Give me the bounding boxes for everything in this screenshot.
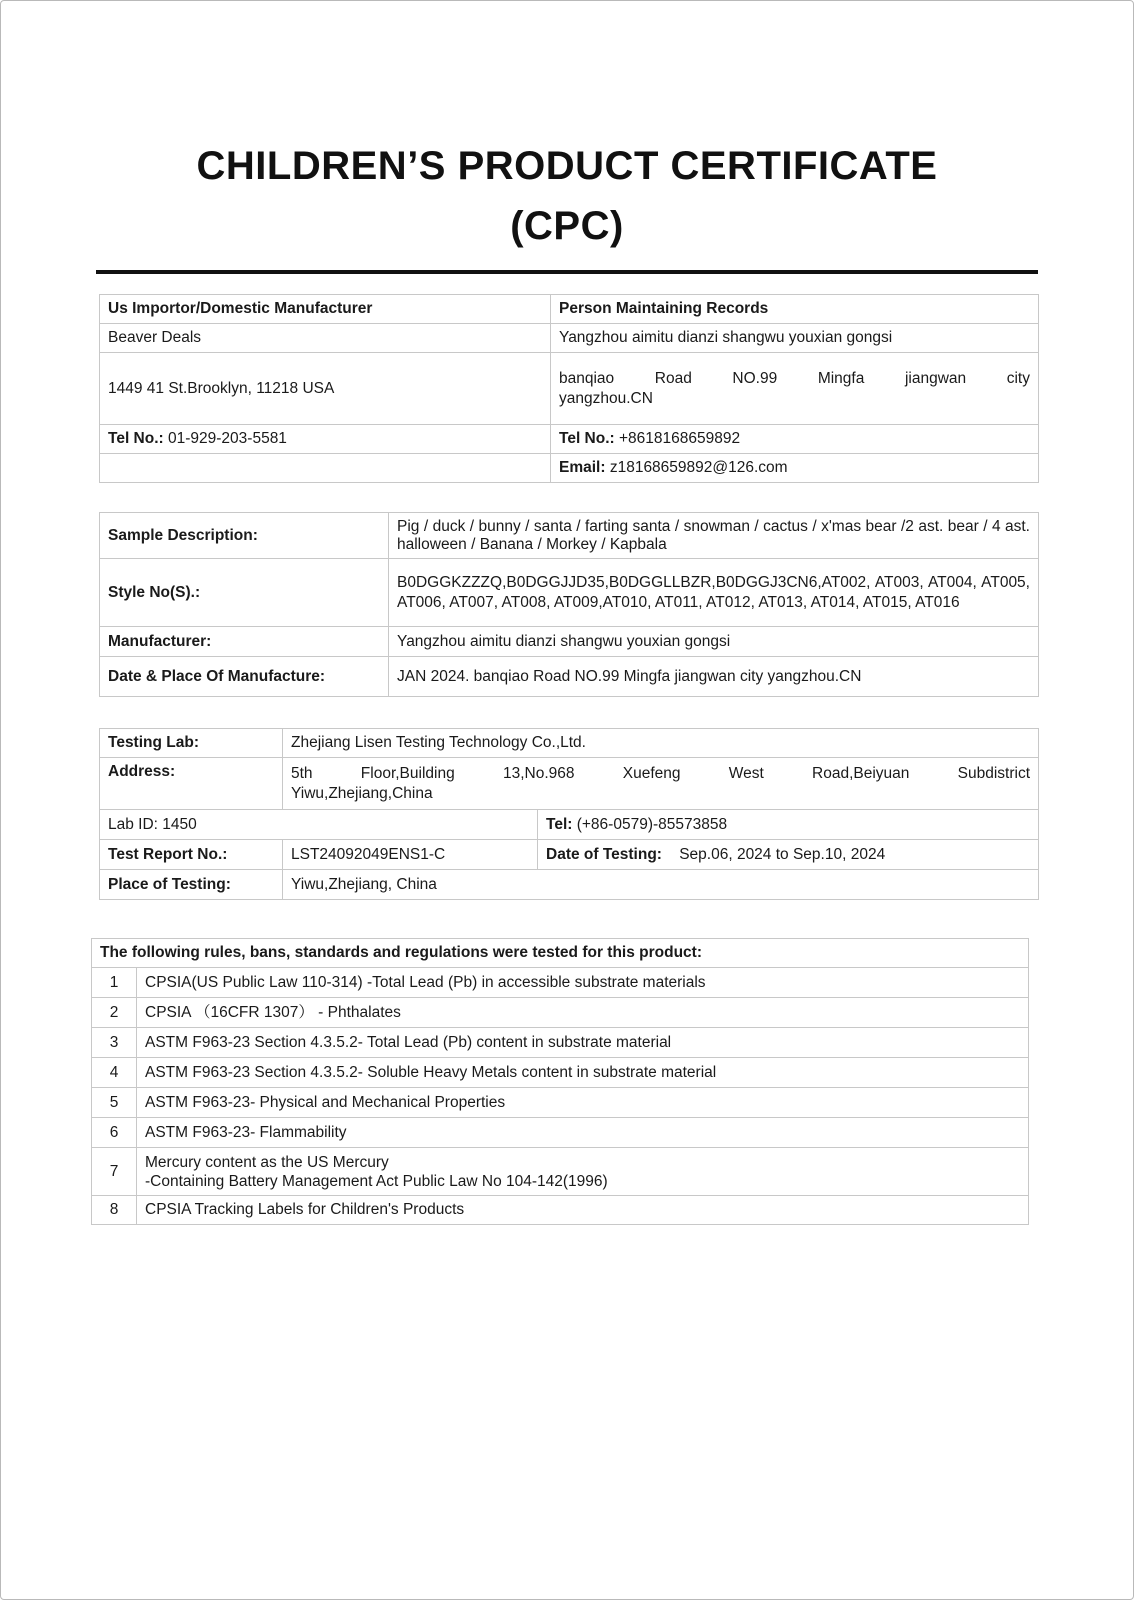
sample-table xyxy=(99,512,1039,697)
rule-text: CPSIA(US Public Law 110-314) -Total Lead (Pb) in accessible substrate materials xyxy=(137,968,1029,998)
rule-text: CPSIA Tracking Labels for Children's Products xyxy=(137,1196,1029,1225)
lab-id: Lab ID: 1450 xyxy=(100,810,538,840)
lab-address-line-1: 5th Floor,Building 13,No.968 Xuefeng West Road,Beiyuan Subdistrict xyxy=(291,764,1030,782)
page-title xyxy=(96,136,1038,256)
rule-text-line-2: -Containing Battery Management Act Public Law No 104-142(1996) xyxy=(145,1172,608,1190)
rule-text: ASTM F963-23- Flammability xyxy=(137,1118,1029,1148)
rule-row xyxy=(92,1118,1029,1148)
importer-tel xyxy=(100,425,551,454)
title-line-1: CHILDREN’S PRODUCT CERTIFICATE xyxy=(196,144,938,188)
records-address-line-1: banqiao Road NO.99 Mingfa jiangwan city xyxy=(559,369,1030,387)
rule-number: 3 xyxy=(92,1028,137,1058)
testing-lab-table xyxy=(99,728,1039,900)
rule-number: 8 xyxy=(92,1196,137,1225)
testing-date-label: Date of Testing: xyxy=(546,845,662,863)
records-address-line-2: yangzhou.CN xyxy=(559,389,653,407)
style-value: B0DGGKZZZQ,B0DGGJJD35,B0DGGLLBZR,B0DGGJ3CN6,AT002, AT003, AT004, AT005, AT006, AT007, AT008, AT009,AT010, AT011, AT012, AT013, AT014, AT015, AT016 xyxy=(389,559,1039,627)
importer-heading: Us Importor/Domestic Manufacturer xyxy=(100,295,551,324)
rule-row xyxy=(92,1148,1029,1196)
rule-text: ASTM F963-23 Section 4.3.5.2- Soluble Heavy Metals content in substrate material xyxy=(137,1058,1029,1088)
rule-text xyxy=(137,1148,1029,1196)
rule-text: ASTM F963-23- Physical and Mechanical Properties xyxy=(137,1088,1029,1118)
records-tel-label: Tel No.: xyxy=(559,430,615,447)
manufacture-date-value: JAN 2024. banqiao Road NO.99 Mingfa jiangwan city yangzhou.CN xyxy=(389,657,1039,697)
rule-number: 1 xyxy=(92,968,137,998)
rule-number: 2 xyxy=(92,998,137,1028)
testing-date xyxy=(538,840,1039,870)
records-heading: Person Maintaining Records xyxy=(551,295,1039,324)
manufacturer-label: Manufacturer: xyxy=(100,627,389,657)
manufacture-date-label: Date & Place Of Manufacture: xyxy=(100,657,389,697)
importer-records-table xyxy=(99,294,1039,483)
rule-row xyxy=(92,998,1029,1028)
rule-row xyxy=(92,1028,1029,1058)
rule-number: 6 xyxy=(92,1118,137,1148)
lab-address-line-2: Yiwu,Zhejiang,China xyxy=(291,784,433,802)
rules-heading: The following rules, bans, standards and regulations were tested for this product: xyxy=(92,939,1029,968)
importer-tel-label: Tel No.: xyxy=(108,430,164,447)
lab-tel-value: (+86-0579)-85573858 xyxy=(576,815,728,833)
records-tel-value: +8618168659892 xyxy=(619,430,741,447)
rule-row xyxy=(92,968,1029,998)
testing-place-label: Place of Testing: xyxy=(100,870,283,900)
report-no-value: LST24092049ENS1-C xyxy=(283,840,538,870)
records-email xyxy=(551,454,1039,483)
report-no-label: Test Report No.: xyxy=(100,840,283,870)
rule-row xyxy=(92,1196,1029,1225)
records-email-label: Email: xyxy=(559,459,606,476)
rule-text: CPSIA （16CFR 1307） - Phthalates xyxy=(137,998,1029,1028)
importer-address: 1449 41 St.Brooklyn, 11218 USA xyxy=(100,353,551,425)
records-name: Yangzhou aimitu dianzi shangwu youxian gongsi xyxy=(551,324,1039,353)
lab-address-label: Address: xyxy=(100,758,283,810)
testing-lab-value: Zhejiang Lisen Testing Technology Co.,Ltd. xyxy=(283,729,1039,758)
testing-date-value: Sep.06, 2024 to Sep.10, 2024 xyxy=(679,845,886,863)
testing-lab-label: Testing Lab: xyxy=(100,729,283,758)
lab-tel-label: Tel: xyxy=(546,815,573,833)
rule-row xyxy=(92,1058,1029,1088)
records-email-value: z18168659892@126.com xyxy=(609,459,788,476)
title-line-2: (CPC) xyxy=(510,204,624,248)
rule-number: 5 xyxy=(92,1088,137,1118)
records-address xyxy=(551,353,1039,425)
rule-number: 7 xyxy=(92,1148,137,1196)
manufacturer-value: Yangzhou aimitu dianzi shangwu youxian gongsi xyxy=(389,627,1039,657)
importer-name: Beaver Deals xyxy=(100,324,551,353)
sample-desc-label: Sample Description: xyxy=(100,513,389,559)
lab-tel xyxy=(538,810,1039,840)
importer-empty-cell xyxy=(100,454,551,483)
rules-table xyxy=(91,938,1029,1225)
testing-place-value: Yiwu,Zhejiang, China xyxy=(283,870,1039,900)
style-label: Style No(S).: xyxy=(100,559,389,627)
title-divider xyxy=(96,270,1038,274)
rule-number: 4 xyxy=(92,1058,137,1088)
sample-desc-value: Pig / duck / bunny / santa / farting santa / snowman / cactus / x'mas bear /2 ast. bear / 4 ast. halloween / Banana / Morkey / Kapbala xyxy=(389,513,1039,559)
rule-text-line-1: Mercury content as the US Mercury xyxy=(145,1153,389,1171)
rule-text: ASTM F963-23 Section 4.3.5.2- Total Lead (Pb) content in substrate material xyxy=(137,1028,1029,1058)
rule-row xyxy=(92,1088,1029,1118)
importer-tel-value: 01-929-203-5581 xyxy=(168,430,287,447)
records-tel xyxy=(551,425,1039,454)
lab-address-value xyxy=(283,758,1039,810)
